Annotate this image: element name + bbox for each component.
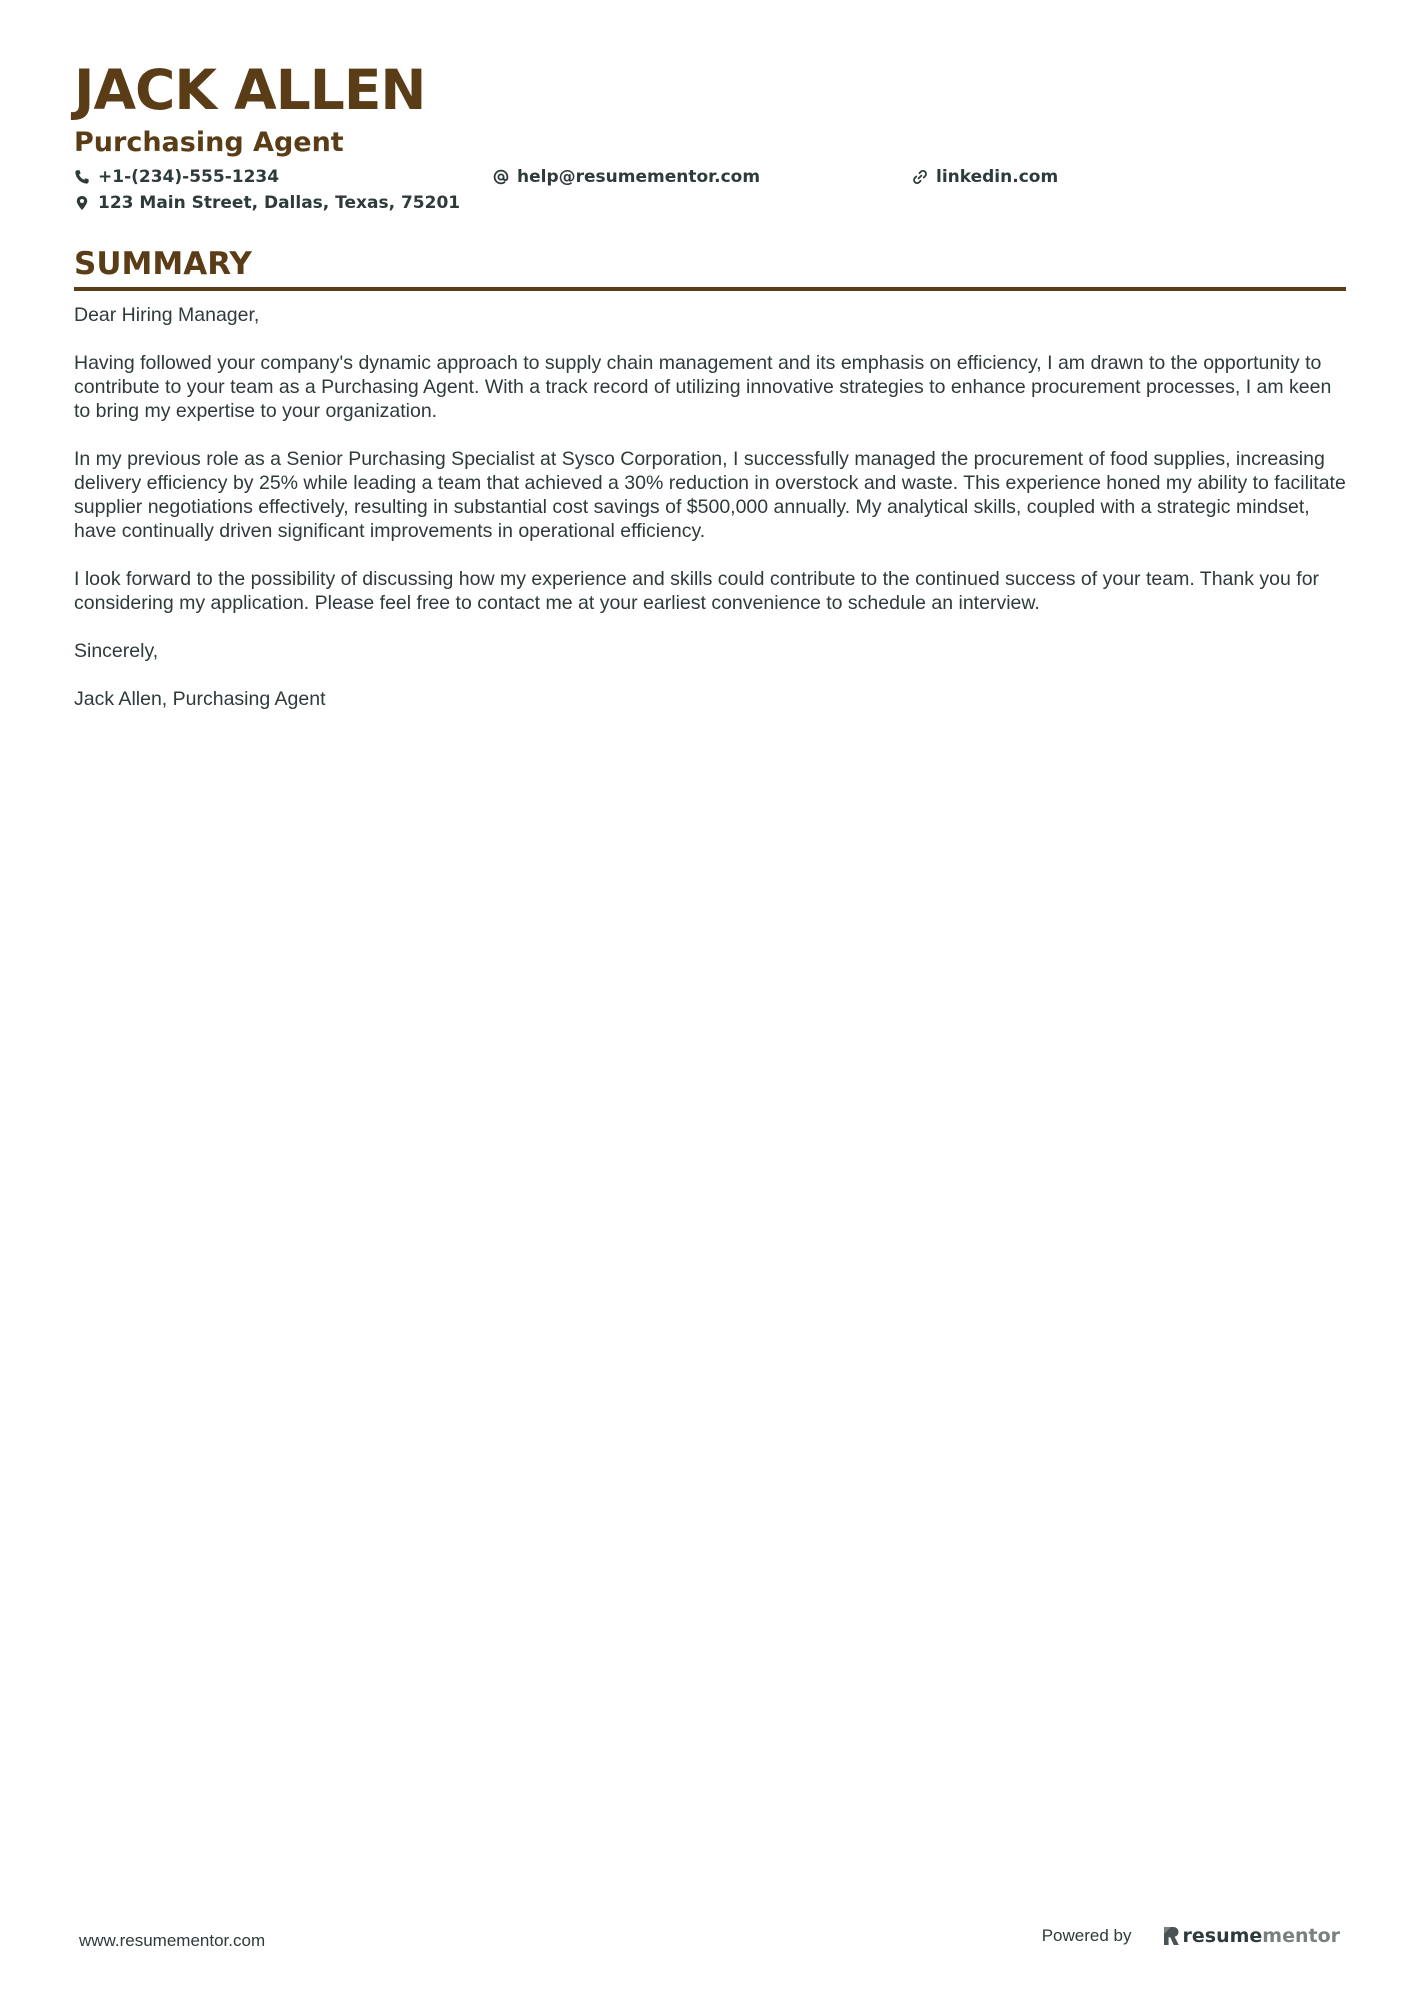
letter-paragraph-1: Having followed your company's dynamic approach to supply chain management and its emphasis on efficiency, I am drawn to the opportunity to contribute to your team as a Purchasing Agent. With a track record of utilizing innovative strategies to enhance procurement processes, I am keen to bring my expertise to your organization. — [74, 352, 1332, 422]
section-heading-summary: SUMMARY — [74, 246, 252, 282]
letter-paragraph-3: I look forward to the possibility of discussing how my experience and skills could contribute to the continued success of your team. Thank you for considering my application. Please feel free to contact me at your earliest convenience to schedule an interview. — [74, 568, 1320, 614]
email-address: help@resumementor.com — [517, 167, 761, 187]
address: 123 Main Street, Dallas, Texas, 75201 — [98, 193, 461, 213]
job-title: Purchasing Agent — [74, 127, 344, 158]
footer-branding — [1042, 1925, 1340, 1947]
section-divider — [74, 287, 1346, 291]
brand-resume: resume — [1182, 1925, 1263, 1947]
contact-email — [493, 167, 912, 187]
footer-website[interactable]: www.resumementor.com — [79, 1931, 266, 1950]
link-icon — [912, 169, 928, 185]
letter-greeting: Dear Hiring Manager, — [74, 304, 260, 326]
contact-phone — [74, 167, 493, 187]
powered-by-label: Powered by — [1041, 1926, 1132, 1945]
phone-number: +1-(234)-555-1234 — [98, 167, 280, 187]
letter-paragraph-2: In my previous role as a Senior Purchasing Specialist at Sysco Corporation, I successfully managed the procurement of food supplies, increasing delivery efficiency by 25% while leading a team that achieved a 30% reduction in overstock and waste. This experience honed my ability to facilitate supplier negotiations effectively, resulting in substantial cost savings of $500,000 annually. My analytical skills, coupled with a strategic mindset, have continually driven significant improvements in operational efficiency. — [74, 448, 1346, 542]
contact-row-2 — [74, 190, 1346, 216]
contact-row-1 — [74, 164, 1346, 190]
contact-address — [74, 193, 460, 213]
letter-closing: Sincerely, — [74, 640, 159, 662]
cover-letter-body — [74, 303, 1346, 711]
at-icon — [493, 169, 509, 185]
location-pin-icon — [74, 195, 90, 211]
linkedin-link: linkedin.com — [936, 167, 1059, 187]
resume-page — [74, 56, 1346, 735]
resumementor-logo-icon — [1162, 1926, 1180, 1946]
contact-linkedin — [912, 167, 1058, 187]
candidate-name: JACK ALLEN — [74, 58, 426, 122]
brand-mentor: mentor — [1262, 1925, 1340, 1947]
letter-signature: Jack Allen, Purchasing Agent — [74, 688, 326, 710]
resumementor-logo[interactable] — [1162, 1925, 1341, 1947]
phone-icon — [74, 169, 90, 185]
